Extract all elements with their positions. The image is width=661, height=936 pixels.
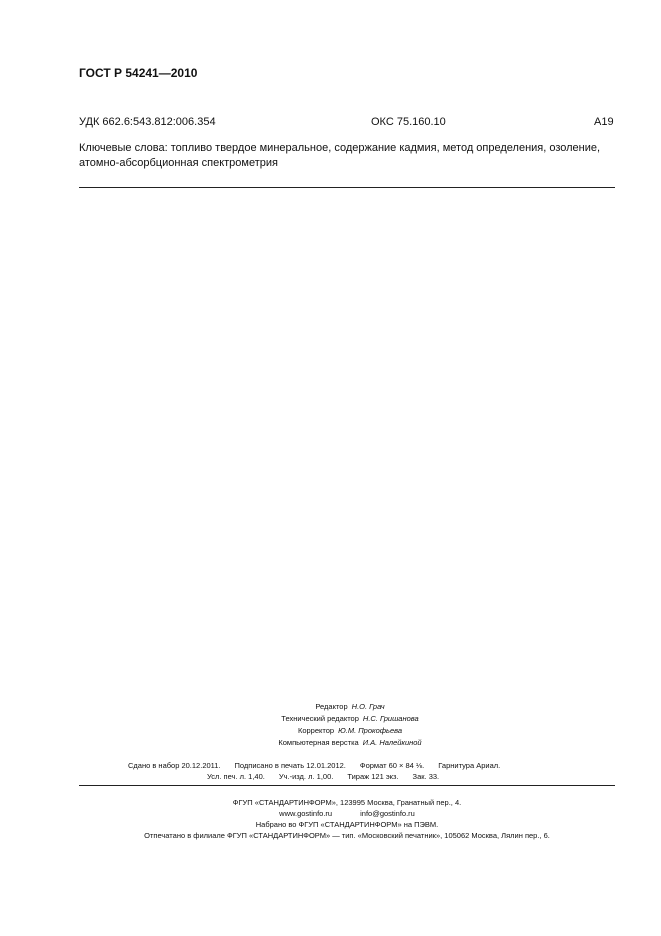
- credit-name: Ю.М. Прокофьева: [338, 726, 403, 735]
- credit-editor: [200, 701, 500, 713]
- typeset-note: Набрано во ФГУП «СТАНДАРТИНФОРМ» на ПЭВМ.: [255, 820, 439, 829]
- publisher-website[interactable]: www.gostinfo.ru: [279, 809, 333, 818]
- imprint-format: Формат 60 × 84 ⅛.: [359, 761, 425, 770]
- oks-code: ОКС 75.160.10: [371, 116, 446, 128]
- udk-code: УДК 662.6:543.812:006.354: [79, 116, 216, 128]
- printed-note: Отпечатано в филиале ФГУП «СТАНДАРТИНФОРМ» — тип. «Московский печатник», 105062 Москва, Лялин пер., 6.: [144, 831, 550, 840]
- imprint-line-1: [128, 761, 500, 770]
- credit-layout: [200, 737, 500, 749]
- credit-role: Технический редактор: [281, 714, 359, 723]
- imprint-pub-sheets: Уч.-изд. л. 1,00.: [278, 772, 334, 781]
- credit-tech-editor: [200, 713, 500, 725]
- publisher-contacts: [79, 808, 615, 819]
- imprint-order: Зак. 33.: [412, 772, 440, 781]
- bottom-divider: [79, 785, 615, 786]
- imprint-signed: Подписано в печать 12.01.2012.: [234, 761, 346, 770]
- credit-name: И.А. Налейкиной: [362, 738, 422, 747]
- credit-role: Редактор: [315, 702, 348, 711]
- publisher-address: ФГУП «СТАНДАРТИНФОРМ», 123995 Москва, Гранатный пер., 4.: [232, 798, 462, 807]
- top-divider: [79, 187, 615, 188]
- credit-role: Компьютерная верстка: [278, 738, 359, 747]
- imprint-submitted: Сдано в набор 20.12.2011.: [128, 761, 221, 770]
- imprint-typeface: Гарнитура Ариал.: [438, 761, 501, 770]
- document-title: ГОСТ Р 54241—2010: [79, 66, 198, 80]
- credit-role: Корректор: [297, 726, 335, 735]
- credit-proofreader: [200, 725, 500, 737]
- imprint-line-2: [207, 772, 439, 781]
- keywords: Ключевые слова: топливо твердое минеральное, содержание кадмия, метод определения, озоление, атомно-абсорбционная спектрометрия: [79, 142, 601, 169]
- credit-name: Н.С. Гришанова: [362, 714, 419, 723]
- credit-name: Н.О. Грач: [351, 702, 385, 711]
- classification-code: А19: [594, 116, 614, 128]
- publisher-footer: [79, 797, 615, 841]
- imprint-run: Тираж 121 экз.: [347, 772, 399, 781]
- credits-block: [200, 701, 500, 749]
- imprint-print-sheets: Усл. печ. л. 1,40.: [207, 772, 265, 781]
- publisher-email[interactable]: info@gostinfo.ru: [360, 809, 415, 818]
